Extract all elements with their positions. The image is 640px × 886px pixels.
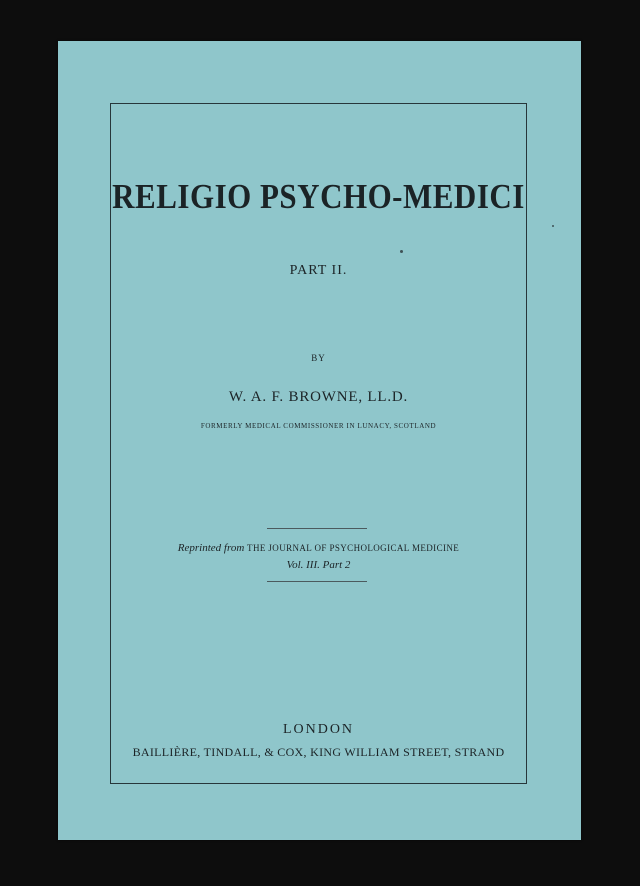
reprint-prefix: Reprinted from bbox=[177, 542, 245, 554]
journal-name: THE JOURNAL OF PSYCHOLOGICAL MEDICINE bbox=[247, 543, 460, 553]
author-name: W. A. F. BROWNE, LL.D. bbox=[228, 389, 409, 405]
publisher-line: BAILLIÈRE, TINDALL, & COX, KING WILLIAM STREET, STRAND bbox=[132, 745, 505, 759]
title-frame bbox=[110, 103, 527, 784]
publication-city: LONDON bbox=[282, 722, 355, 737]
reprint-note bbox=[111, 542, 526, 554]
book-title: RELIGIO PSYCHO-MEDICI bbox=[112, 176, 525, 217]
part-label: PART II. bbox=[289, 263, 348, 278]
divider-bottom bbox=[267, 581, 367, 582]
divider-top bbox=[267, 528, 367, 529]
author-credential: FORMERLY MEDICAL COMMISSIONER IN LUNACY, SCOTLAND bbox=[200, 422, 437, 430]
volume-label: Vol. III. Part 2 bbox=[286, 559, 351, 571]
paper-speck bbox=[552, 225, 554, 227]
by-label: BY bbox=[311, 353, 326, 363]
pamphlet-cover bbox=[58, 41, 581, 840]
paper-speck bbox=[400, 250, 403, 253]
